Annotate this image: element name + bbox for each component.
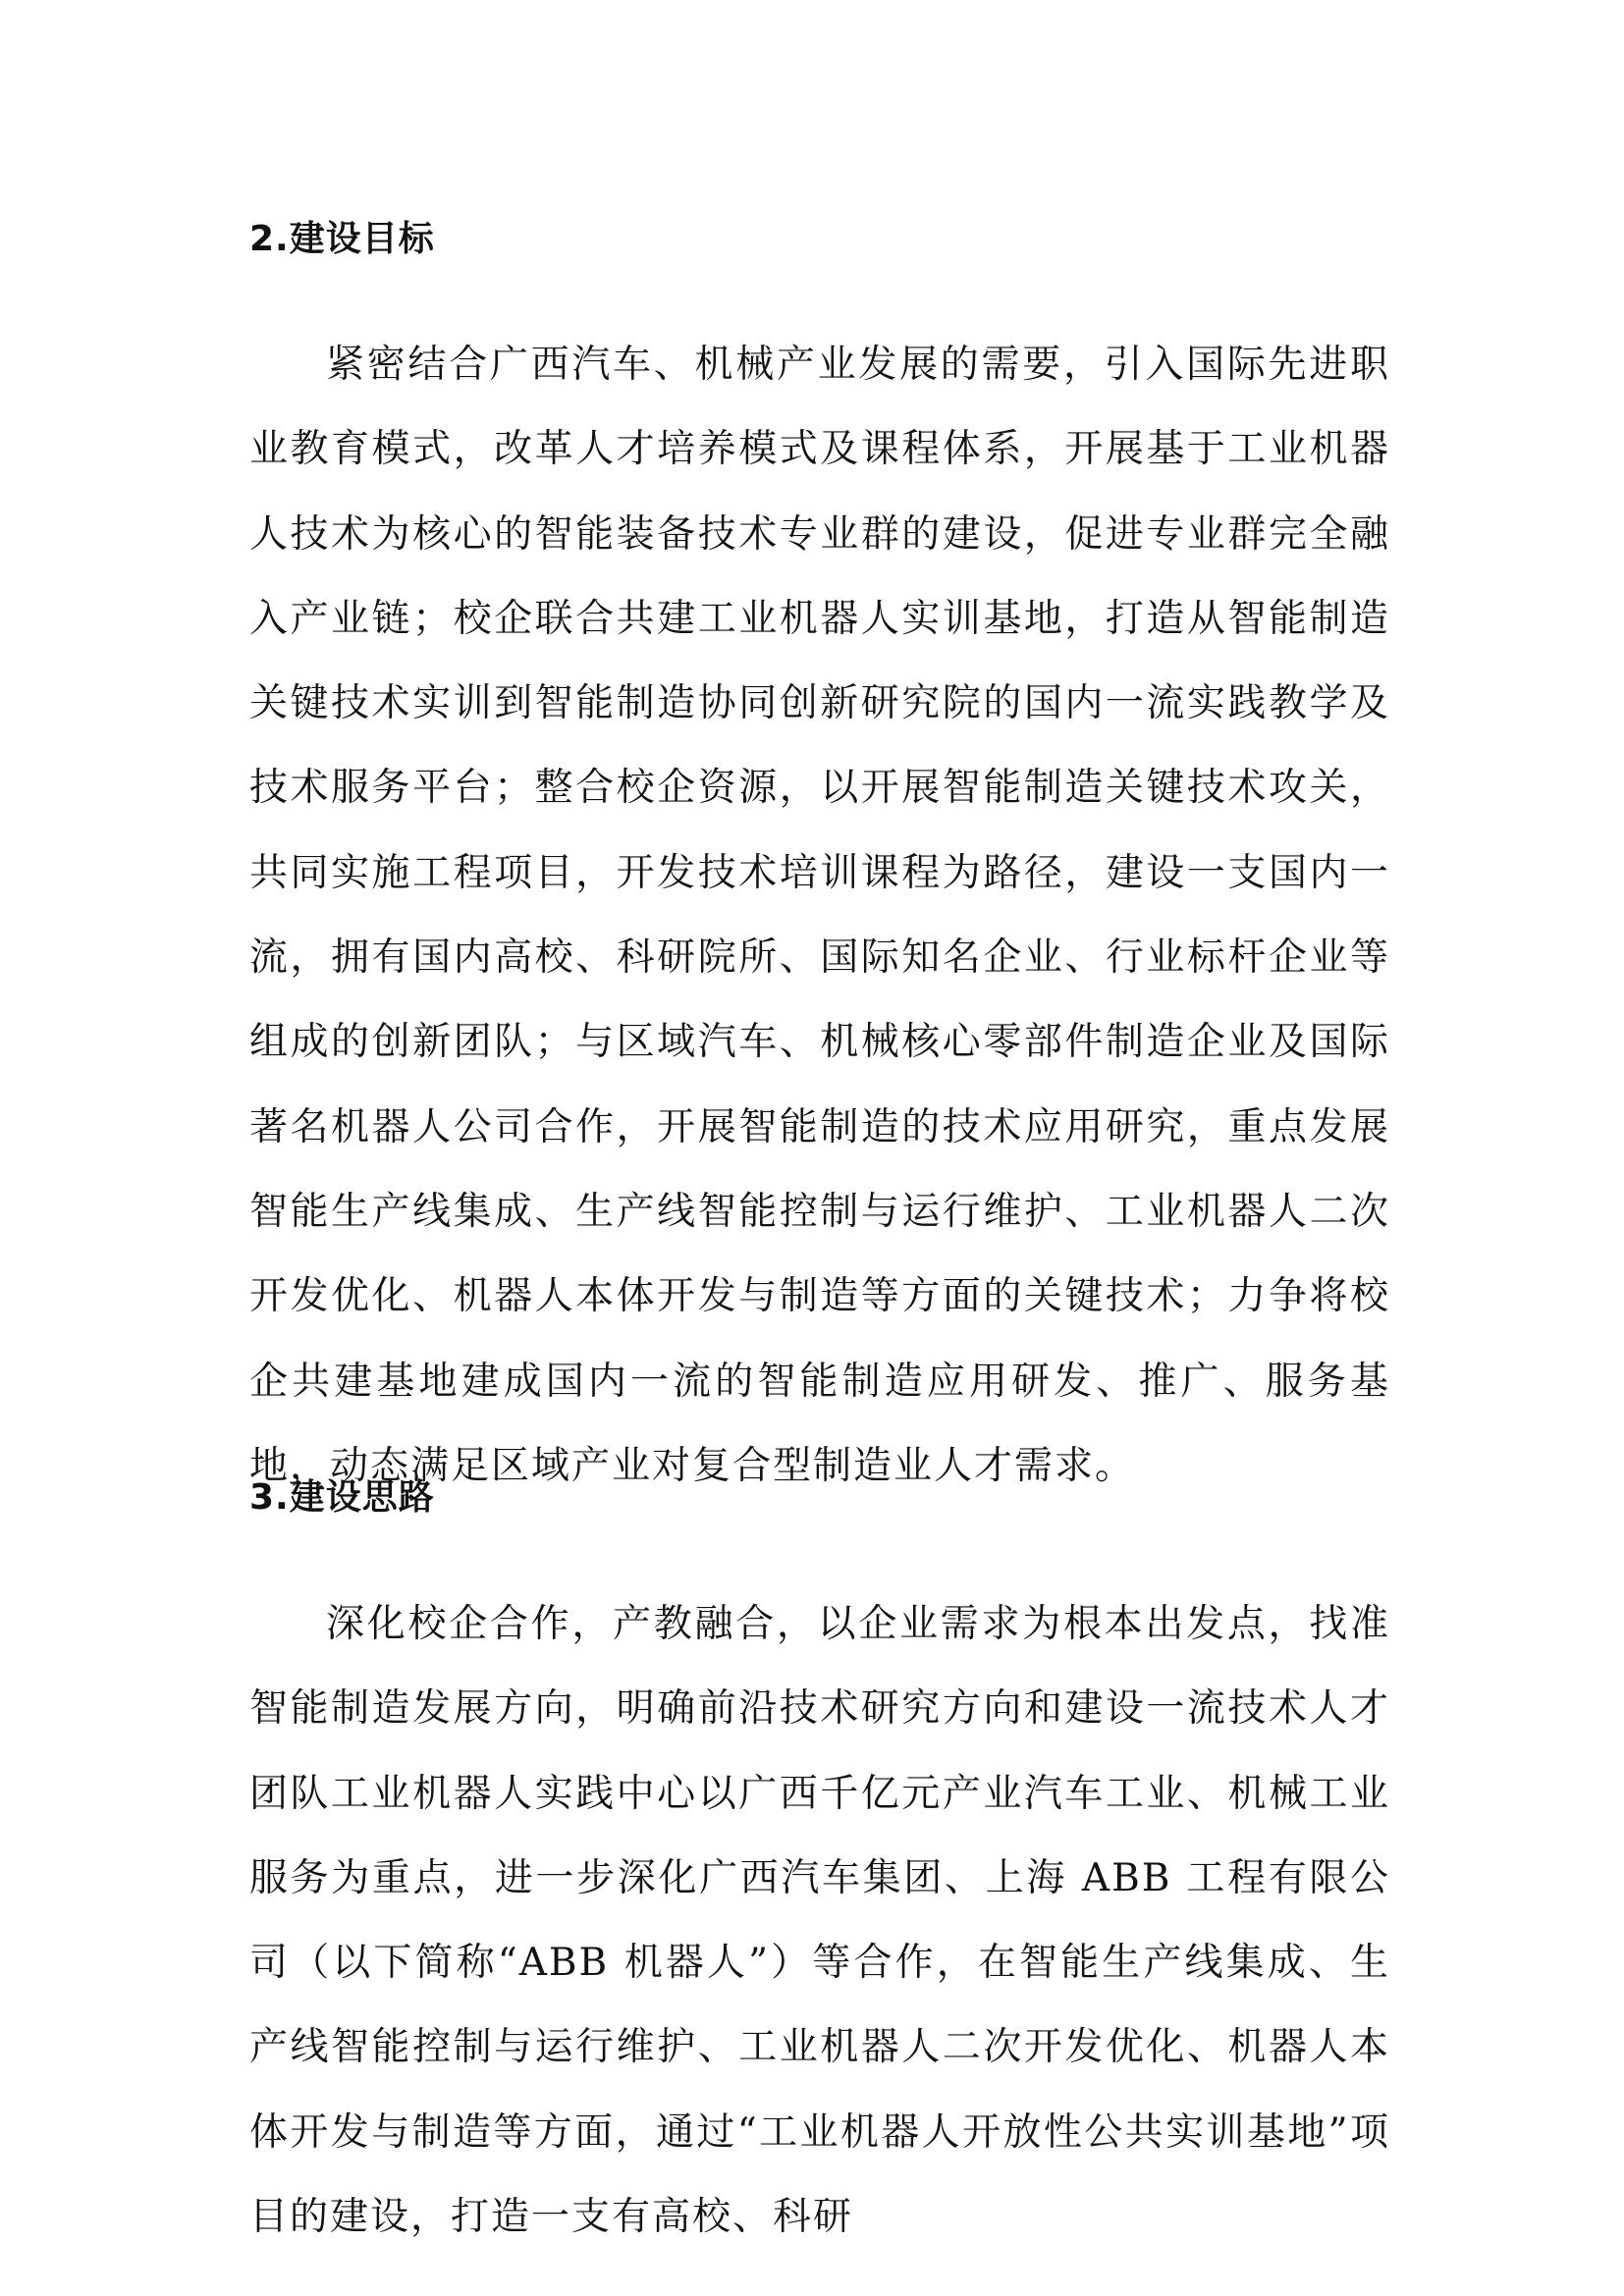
section-heading-goals: 2.建设目标	[249, 219, 435, 259]
section-paragraph-approach: 深化校企合作，产教融合，以企业需求为根本出发点，找准智能制造发展方向，明确前沿技术研究方向和建设一流技术人才团队工业机器人实践中心以广西千亿元产业汽车工业、机械工业服务为重点，进一步深化广西汽车集团、上海 ABB 工程有限公司（以下简称“ABB 机器人”）等合作，在智能生产线集成、生产线智能控制与运行维护、工业机器人二次开发优化、机器人本体开发与制造等方面，通过“工业机器人开放性公共实训基地”项目的建设，打造一支有高校、科研	[249, 1602, 1390, 2240]
section-paragraph-goals: 紧密结合广西汽车、机械产业发展的需要，引入国际先进职业教育模式，改革人才培养模式及课程体系，开展基于工业机器人技术为核心的智能装备技术专业群的建设，促进专业群完全融入产业链；校企联合共建工业机器人实训基地，打造从智能制造关键技术实训到智能制造协同创新研究院的国内一流实践教学及技术服务平台；整合校企资源，以开展智能制造关键技术攻关，共同实施工程项目，开发技术培训课程为路径，建设一支国内一流，拥有国内高校、科研院所、国际知名企业、行业标杆企业等组成的创新团队；与区域汽车、机械核心零部件制造企业及国际著名机器人公司合作，开展智能制造的技术应用研究，重点发展智能生产线集成、生产线智能控制与运行维护、工业机器人二次开发优化、机器人本体开发与制造等方面的关键技术；力争将校企共建基地建成国内一流的智能制造应用研发、推广、服务基地，动态满足区域产业对复合型制造业人才需求。	[249, 343, 1390, 1488]
section-heading-approach: 3.建设思路	[249, 1477, 435, 1518]
